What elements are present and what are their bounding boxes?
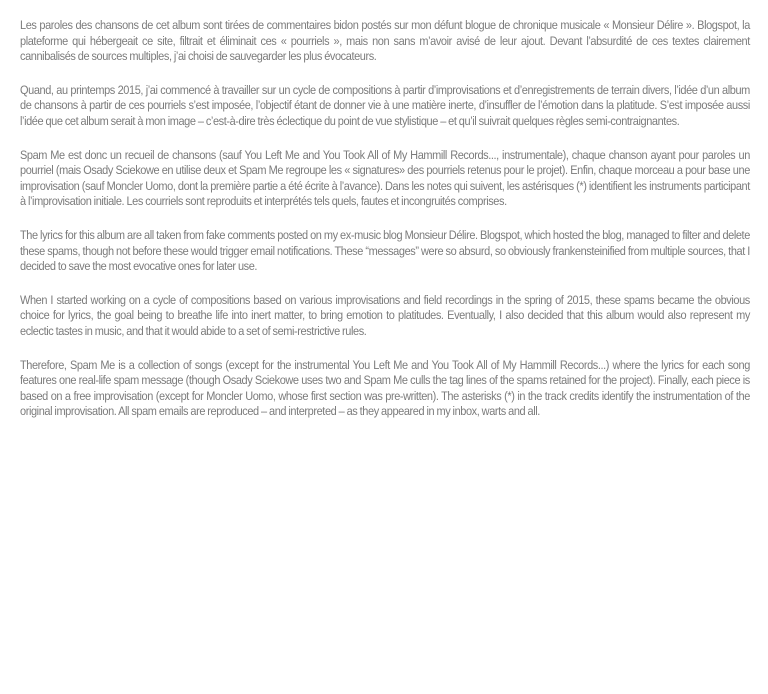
paragraph-en-rules: Therefore, Spam Me is a collection of songs (except for the instrumental You Left Me and You Took All of My Hammill Records...) where the lyrics for each song features one real-life spam message (though Osady Sciekowe uses two and Spam Me culls the tag lines of the spams retained for the project). Finally, each piece is based on a free improvisation (except for Moncler Uomo, whose first section was pre-written). The asterisks (*) in the track credits identify the instrumentation of the original improvisation. All spam emails are reproduced – and interpreted – as they appeared in my inbox, warts and all.: [20, 357, 750, 419]
paragraph-fr-cycle: Quand, au printemps 2015, j’ai commencé à travailler sur un cycle de compositions à partir d’improvisations et d’enregistrements de terrain divers, l’idée d’un album de chansons à partir de ces pourriels s’est imposée, l’objectif étant de donner vie à une matière inerte, d’insuffler de l’émotion dans la platitude. S’est imposée aussi l’idée que cet album serait à mon image – c’est-à-dire très éclectique du point de vue stylistique – et qu’il suivrait quelques règles semi-contraignantes.: [20, 82, 750, 128]
paragraph-en-intro: The lyrics for this album are all taken from fake comments posted on my ex-music blog Monsieur Délire. Blogspot, which hosted the blog, managed to filter and delete these spams, though not before these would trigger email notifications. These “messages” were so absurd, so obviously frankensteinified from multiple sources, that I decided to save the most evocative ones for later use.: [20, 227, 750, 274]
liner-notes: [20, 18, 750, 438]
paragraph-fr-intro: Les paroles des chansons de cet album sont tirées de commentaires bidon postés sur mon défunt blogue de chronique musicale « Monsieur Délire ». Blogspot, la plateforme qui hébergeait ce site, filtrait et éliminait ces « pourriels », mais non sans m’avoir avisé de leur ajout. Devant l’absurdité de ces textes clairement cannibalisés de sources multiples, j’ai choisi de sauvegarder les plus évocateurs.: [20, 18, 750, 64]
paragraph-en-cycle: When I started working on a cycle of compositions based on various improvisations and field recordings in the spring of 2015, these spams became the obvious choice for lyrics, the goal being to breathe life into inert matter, to bring emotion to platitudes. Eventually, I also decided that this album would also represent my eclectic tastes in music, and that it would abide to a set of semi-restrictive rules.: [20, 292, 750, 338]
paragraph-fr-rules: Spam Me est donc un recueil de chansons (sauf You Left Me and You Took All of My Hammill Records..., instrumentale), chaque chanson ayant pour paroles un pourriel (mais Osady Sciekowe en utilise deux et Spam Me regroupe les « signatures» des pourriels retenus pour le projet). Enfin, chaque morceau a pour base une improvisation (sauf Moncler Uomo, dont la première partie a été écrite à l’avance). Dans les notes qui suivent, les astérisques (*) identifient les instruments participant à l’improvisation initiale. Les courriels sont reproduits et interprétés tels quels, fautes et incongruités comprises.: [20, 147, 750, 209]
